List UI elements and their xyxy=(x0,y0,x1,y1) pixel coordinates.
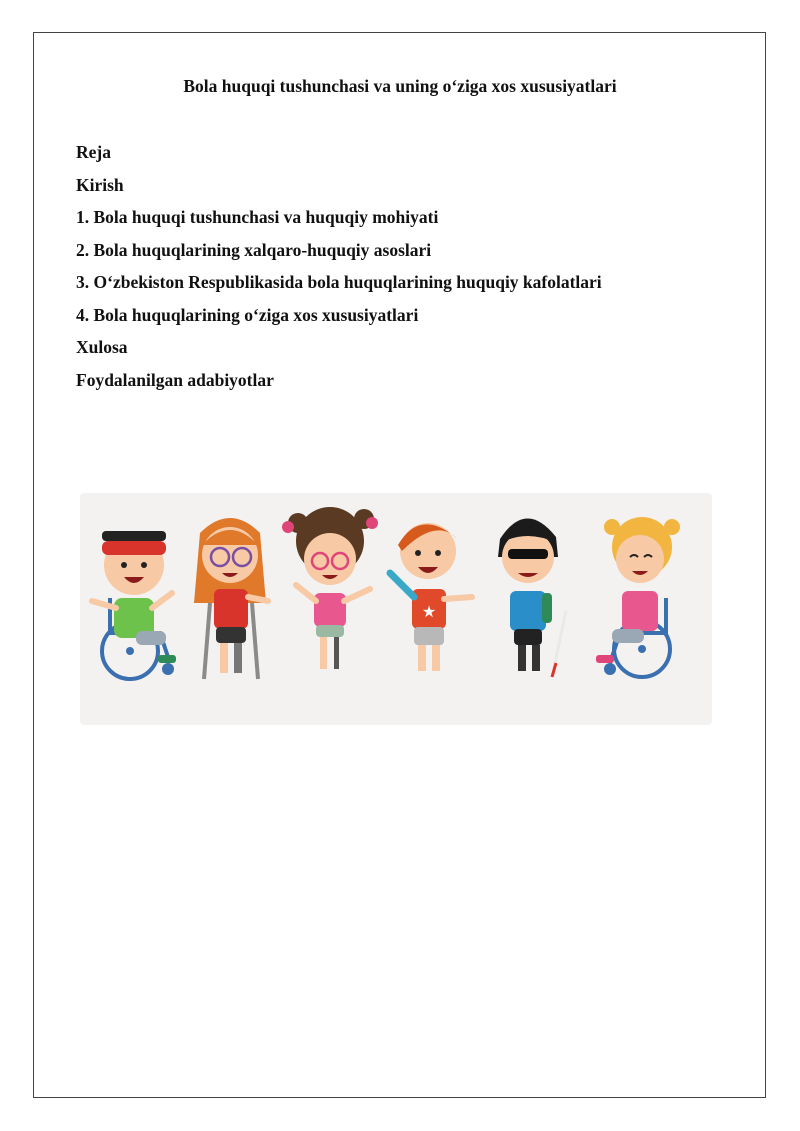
plan-item-2: 2. Bola huquqlarining xalqaro-huquqiy asoslari xyxy=(76,239,432,260)
document-title: Bola huquqi tushunchasi va uning o‘ziga xos xususiyatlari xyxy=(183,76,617,96)
plan-item-references: Foydalanilgan adabiyotlar xyxy=(76,369,274,390)
child-curly-girl xyxy=(282,507,378,669)
child-wheelchair-girl xyxy=(596,517,680,677)
children-illustration xyxy=(80,493,712,725)
plan-item-3: 3. O‘zbekiston Respublikasida bola huquqlarining huquqiy kafolatlari xyxy=(76,272,602,292)
child-crutches-girl xyxy=(194,518,268,679)
plan-item-intro: Kirish xyxy=(76,174,124,195)
svg-text:★: ★ xyxy=(421,604,437,621)
plan-item-4: 4. Bola huquqlarining o‘ziga xos xususiyatlari xyxy=(76,304,419,325)
plan-heading: Reja xyxy=(76,142,111,162)
plan-item-1: 1. Bola huquqi tushunchasi va huquqiy mohiyati xyxy=(76,207,439,227)
child-prosthetic-arm-boy xyxy=(390,523,472,671)
plan-list xyxy=(76,140,602,400)
child-wheelchair-boy xyxy=(92,531,176,679)
child-blind-boy xyxy=(498,518,566,677)
plan-item-conclusion: Xulosa xyxy=(76,337,128,357)
